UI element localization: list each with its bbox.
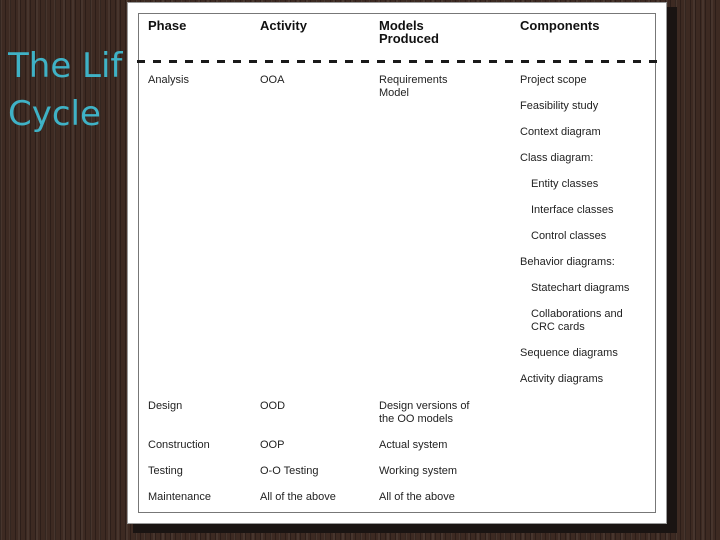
component-statechart-diagrams: Statechart diagrams — [531, 282, 630, 294]
header-components: Components — [520, 18, 600, 33]
construction-activity: OOP — [260, 439, 285, 451]
testing-models: Working system — [379, 465, 458, 477]
analysis-phase: Analysis — [148, 74, 189, 86]
maintenance-models: All of the above — [379, 491, 455, 503]
design-models: Design versions of the OO models — [379, 400, 470, 425]
component-class-diagram: Class diagram: — [520, 152, 594, 164]
testing-activity: O-O Testing — [260, 465, 319, 477]
construction-models: Actual system — [379, 439, 448, 451]
component-entity-classes: Entity classes — [531, 178, 599, 190]
component-context-diagram: Context diagram — [520, 126, 601, 138]
construction-phase: Construction — [148, 439, 210, 451]
component-project-scope: Project scope — [520, 74, 587, 86]
component-collaborations-crc-cards: Collaborations and CRC cards — [531, 308, 623, 333]
analysis-activity: OOA — [260, 74, 285, 86]
component-behavior-diagrams: Behavior diagrams: — [520, 256, 615, 268]
component-feasibility-study: Feasibility study — [520, 100, 599, 112]
slide-title-line-1: The Lif — [8, 46, 123, 86]
header-activity: Activity — [260, 18, 307, 33]
header-models-produced: Models Produced — [379, 18, 439, 46]
header-phase: Phase — [148, 18, 187, 33]
analysis-models: Requirements Model — [379, 74, 448, 99]
component-sequence-diagrams: Sequence diagrams — [520, 347, 618, 359]
design-phase: Design — [148, 400, 183, 412]
component-activity-diagrams: Activity diagrams — [520, 373, 604, 385]
maintenance-activity: All of the above — [260, 491, 336, 503]
maintenance-phase: Maintenance — [148, 491, 211, 503]
component-control-classes: Control classes — [531, 230, 607, 242]
component-interface-classes: Interface classes — [531, 204, 614, 216]
slide-title — [8, 42, 128, 142]
testing-phase: Testing — [148, 465, 183, 477]
header-dashed-divider — [137, 60, 659, 63]
slide-title-line-2: Cycle — [8, 94, 101, 134]
design-activity: OOD — [260, 400, 286, 412]
